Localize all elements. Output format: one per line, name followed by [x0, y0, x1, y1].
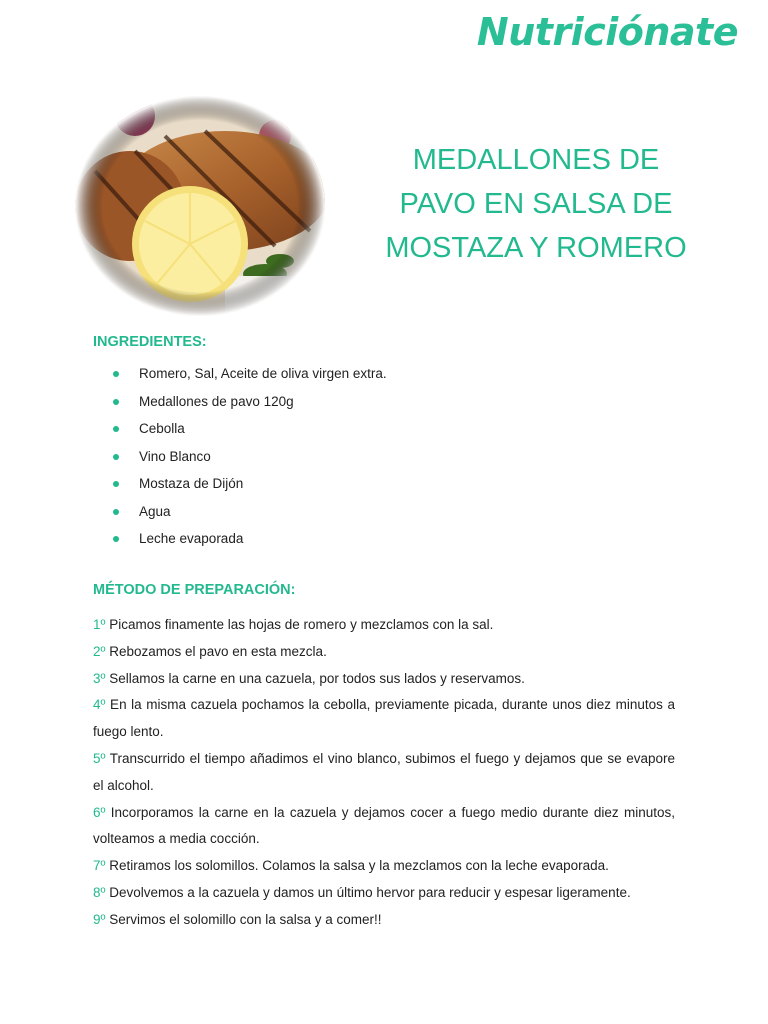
step-text: Incorporamos la carne en la cazuela y dejamos cocer a fuego medio durante diez minutos, volteamos a media cocción.	[93, 804, 675, 847]
bullet-icon	[113, 509, 119, 515]
ingredients-list	[113, 365, 387, 558]
step-text: Picamos finamente las hojas de romero y mezclamos con la sal.	[105, 617, 494, 632]
step-text: Rebozamos el pavo en esta mezcla.	[105, 643, 327, 659]
method-heading: MÉTODO DE PREPARACIÓN:	[93, 582, 296, 598]
step-text: Transcurrido el tiempo añadimos el vino blanco, subimos el fuego y dejamos que se evapore el alcohol.	[93, 750, 675, 793]
step	[93, 746, 675, 800]
step	[93, 907, 675, 934]
list-item	[113, 448, 387, 476]
ingredients-heading: INGREDIENTES:	[93, 334, 207, 350]
ingredient-text: Vino Blanco	[139, 448, 211, 464]
bullet-icon	[113, 426, 119, 432]
bullet-icon	[113, 536, 119, 542]
grilled-turkey-photo	[75, 96, 325, 316]
step-number: 9º	[93, 911, 106, 927]
step-text: Sellamos la carne en una cazuela, por todos sus lados y reservamos.	[105, 670, 525, 686]
step-number: 5º	[93, 750, 106, 766]
title-line: MOSTAZA Y ROMERO	[385, 232, 687, 264]
step-number: 8º	[93, 884, 106, 900]
step	[93, 639, 675, 666]
list-item	[113, 393, 387, 421]
list-item	[113, 365, 387, 393]
preparation-steps	[93, 612, 675, 934]
ingredient-text: Agua	[139, 503, 171, 519]
step-number: 4º	[93, 697, 106, 713]
recipe-title	[360, 138, 712, 270]
bullet-icon	[113, 454, 119, 460]
brand-logo: Nutriciónate	[476, 10, 738, 54]
bullet-icon	[113, 481, 119, 487]
step	[93, 880, 675, 907]
ingredient-text: Romero, Sal, Aceite de oliva virgen extra.	[139, 366, 387, 381]
step	[93, 692, 675, 746]
step-number: 7º	[93, 858, 106, 874]
list-item	[113, 530, 387, 558]
list-item	[113, 420, 387, 448]
step-text: Servimos el solomillo con la salsa y a comer!!	[105, 911, 382, 927]
ingredient-text: Cebolla	[139, 421, 185, 436]
bullet-icon	[113, 399, 119, 405]
ingredient-text: Medallones de pavo 120g	[139, 393, 294, 409]
step-number: 3º	[93, 670, 106, 686]
step	[93, 612, 675, 639]
step	[93, 800, 675, 854]
ingredient-text: Leche evaporada	[139, 531, 244, 546]
title-line: PAVO EN SALSA DE	[399, 188, 673, 220]
list-item	[113, 475, 387, 503]
step	[93, 853, 675, 880]
step-number: 2º	[93, 643, 106, 659]
step-text: Devolvemos a la cazuela y damos un último hervor para reducir y espesar ligeramente.	[105, 884, 631, 900]
step-number: 1º	[93, 617, 106, 632]
bullet-icon	[113, 371, 119, 377]
step-text: En la misma cazuela pochamos la cebolla, previamente picada, durante unos diez minutos a fuego lento.	[93, 697, 675, 740]
title-line: MEDALLONES DE	[412, 144, 660, 176]
step	[93, 666, 675, 693]
ingredient-text: Mostaza de Dijón	[139, 476, 244, 491]
step-text: Retiramos los solomillos. Colamos la salsa y la mezclamos con la leche evaporada.	[105, 858, 609, 874]
list-item	[113, 503, 387, 531]
step-number: 6º	[93, 804, 106, 820]
